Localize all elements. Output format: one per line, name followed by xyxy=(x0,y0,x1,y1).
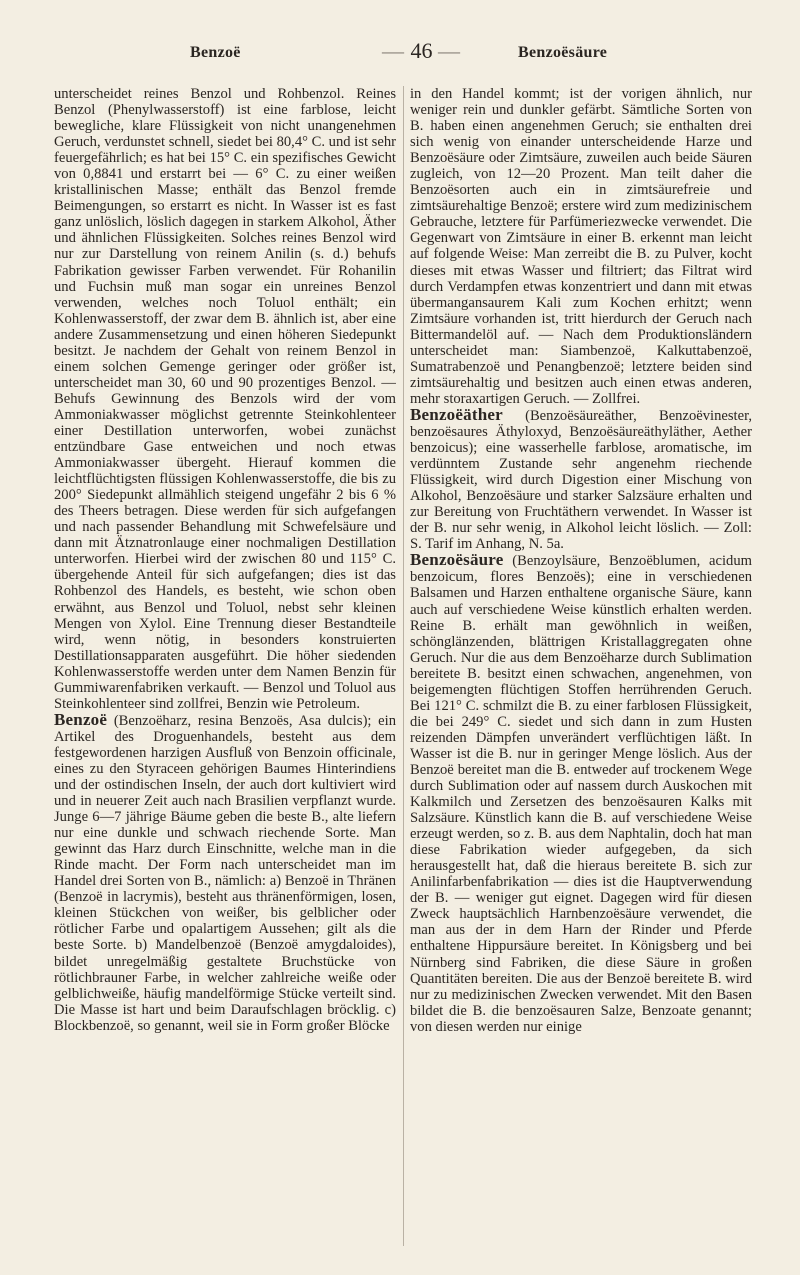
running-head-right: Benzoësäure xyxy=(518,44,608,61)
header-dash-right: — xyxy=(438,38,461,63)
page-header xyxy=(50,38,760,68)
running-head-left: Benzoë xyxy=(190,44,241,61)
entry-benzoeaether xyxy=(410,404,752,553)
paragraph-benzol-continued xyxy=(54,86,396,712)
entry-headword: Benzoë xyxy=(54,709,108,729)
entry-benzoesaeure xyxy=(410,552,752,1034)
page-number-group xyxy=(382,38,461,64)
entry-headword: Benzoëäther xyxy=(410,404,503,424)
entry-headword: Benzoësäure xyxy=(410,550,504,570)
entry-text: (Benzoylsäure, Benzoëblumen, acidum benzoicum, flores Benzoës); eine in verschiedenen Balsamen und Harzen enthaltene organische Säure, kann auch auf verschiedene Weise künstlich erhalten werden. Reine B. erhält man gewöhnlich in weißen, schönglänzenden, blättrigen Kristallaggregaten ohne Geruch. Nur die aus dem Benzoëharze durch Sublimation bereitete B. besitzt einen schwachen, angenehmen, von beigemengten flüchtigen Stoffen herrührenden Geruch. Bei 121° C. schmilzt die B. zu einer farblosen Flüssigkeit, die bei 249° C. siedet und sich dann in zum Husten reizenden Dämpfen unverändert verflüchtigen läßt. In Wasser ist die B. nur in geringer Menge löslich. Aus der Benzoë bereitet man die B. entweder auf trockenem Wege durch Sublimation oder auf nassem durch Auskochen mit Kalkmilch und Zersetzen des benzoësauren Kalks mit Salzsäure. Künstlich kann die B. auf verschiedene Weise erzeugt werden, so z. B. aus dem Naphtalin, doch hat man diese Fabrikation wieder aufgegeben, da sich herausgestellt hat, daß die hieraus bereitete B. sich zur Anilinfarbenfabrikation — dies ist die Hauptverwendung der B. — weniger gut eignet. Dagegen wird für diesen Zweck hauptsächlich Harnbenzoësäure verwendet, die man aus der in dem Harn der Rinder und Pferde enthaltene Hippursäure bereitet. In Königsberg und bei Nürnberg sind Fabriken, die diese Säure in großen Quantitäten bereiten. Die aus der Benzoë bereitete B. wird nur zu medizinischen Zwecken verwendet. Mit den Basen bildet die B. die benzoësauren Salze, Benzoate genannt; von diesen werden nur einige xyxy=(410,553,752,1035)
header-dash-left: — xyxy=(382,38,405,63)
right-column xyxy=(410,86,752,1251)
left-column xyxy=(54,86,396,1251)
entry-benzoe xyxy=(54,709,396,1034)
page-number: 46 xyxy=(410,38,433,63)
entry-text: (Benzoësäureäther, Benzoëvinester, benzoësaures Äthyloxyd, Benzoësäureäthyläther, Aether benzoicus); eine wasserhelle farblose, aromatische, im verdünntem Zustande sehr angenehm riechende Flüssigkeit, wird durch Digestion einer Mischung von Alkohol, Benzoësäure und starker Salzsäure erhalten und zur Bereitung von Fruchtäthern verwendet. In Wasser ist der B. nur sehr wenig, in Alkohol leicht löslich. — Zoll: S. Tarif im Anhang, N. 5a. xyxy=(410,407,752,553)
paragraph-benzoe-continued xyxy=(410,86,752,407)
paragraph-text: unterscheidet reines Benzol und Rohbenzol. Reines Benzol (Phenylwasserstoff) ist eine farblose, leicht bewegliche, klare Flüssigkeit von nicht unangenehmen Geruch, verdunstet schnell, siedet bei 80,4° C. und ist sehr feuergefährlich; es hat bei 15° C. ein spezifisches Gewicht von 0,8841 und erstarrt bei — 6° C. zu einer weißen kristallinischen Masse; enthält das Benzol fremde Beimengungen, so erstarrt es nicht. In Wasser ist es fast ganz unlöslich, löslich dagegen in starkem Alkohol, Äther und ähnlichen Flüssigkeiten. Solches reines Benzol wird nur zur Darstellung von reinem Anilin (s. d.) behufs Fabrikation gewisser Farben verwendet. Für Rohanilin und Fuchsin muß man sogar ein unreines Benzol verwenden, welches noch Toluol enthält; ein Kohlenwasserstoff, der zwar dem B. ähnlich ist, aber eine andere Zusammensetzung und einen höheren Siedepunkt besitzt. Je nachdem der Gehalt von reinem Benzol in einem solchen Gemenge geringer oder größer ist, unterscheidet man 30, 60 und 90 prozentiges Benzol. — Behufs Gewinnung des Benzols wird der vom Ammoniakwasser möglichst getrennte Steinkohlenteer einer Destillation unterworfen, wobei zunächst entzündbare Gase entweichen und noch etwas Ammoniakwasser übergeht. Hierauf kommen die leichtflüchtigsten flüssigen Kohlenwasserstoffe, die bis zu 200° Siedepunkt allmählich steigend ungefähr 2 bis 6 % des Theers betragen. Diese werden für sich aufgefangen und nach passender Behandlung mit Schwefelsäure und dann mit Ätznatronlauge einer nochmaligen Destillation unterworfen. Hierbei wird der zwischen 80 und 115° C. übergehende Anteil für sich aufgefangen; dies ist das Rohbenzol des Handels, es besteht, wie schon oben erwähnt, aus Benzol und Toluol, nebst sehr kleinen Mengen von Xylol. Eine Trennung dieser Bestandteile wird, wenn nötig, in besonders konstruierten Destillationsapparaten ausgeführt. Die höher siedenden Kohlenwasserstoffe werden unter dem Namen Benzin für Gummiwarenfabriken verkauft. — Benzol und Toluol aus Steinkohlenteer sind zollfrei, Benzin wie Petroleum. xyxy=(54,86,396,712)
paragraph-text: in den Handel kommt; ist der vorigen ähnlich, nur weniger rein und dunkler gefärbt. Sämtliche Sorten von B. haben einen angenehmen Geruch; sie enthalten drei sich wenig von einander unterscheidende Harze und Benzoësäure oder Zimtsäure, zuweilen auch beide Säuren zugleich, von 12—20 Prozent. Man teilt daher die Benzoësorten auch ein in zimtsäurefreie und zimtsäurehaltige Benzoë; erstere wird zum medizinischem Gebrauche, letztere für Parfümeriezwecke verwendet. Die Gegenwart von Zimtsäure in einer B. erkennt man leicht auf folgende Weise: Man zerreibt die B. zu Pulver, kocht dieses mit etwas Wasser und filtriert; das Filtrat wird durch Verdampfen etwas konzentriert und dann mit etwas übermangansaurem Kali zum Kochen erhitzt; wenn Zimtsäure vorhanden ist, tritt hierdurch der Geruch nach Bittermandelöl auf. — Nach dem Produktionsländern unterscheidet man: Siambenzoë, Kalkuttabenzoë, Sumatrabenzoë und Penangbenzoë; letztere beiden sind zimtsäurehaltig und besitzen auch einen etwas anderen, mehr storaxartigen Geruch. — Zollfrei. xyxy=(410,86,752,407)
entry-text: (Benzoëharz, resina Benzoës, Asa dulcis); ein Artikel des Droguenhandels, besteht aus dem festgewordenen harzigen Ausfluß von Benzoin officinale, eines zu den Styraceen gehörigen Baumes Hinterindiens und der ostindischen Inseln, der auch dort kultiviert wird und in neuerer Zeit auch nach Brasilien verpflanzt wurde. Junge 6—7 jährige Bäume geben die beste B., alte liefern nur eine dunkle und schwach riechende Sorte. Man gewinnt das Harz durch Einschnitte, welche man in die Rinde macht. Der Form nach unterscheidet man im Handel drei Sorten von B., nämlich: a) Benzoë in Thränen (Benzoë in lacrymis), besteht aus thränenförmigen, losen, kleinen Stückchen von weißer, bis gelblicher oder rötlicher Farbe und opalartigem Aussehen; gilt als die beste Sorte. b) Mandelbenzoë (Benzoë amygdaloides), bildet unregelmäßig gestaltete Bruchstücke von rötlichbrauner Farbe, in welcher zahlreiche weiße oder gelblichweiße, häufig mandelförmige Stücke verteilt sind. Die Masse ist hart und beim Daraufschlagen bröcklig. c) Blockbenzoë, so genannt, weil sie in Form großer Blöcke xyxy=(54,712,396,1034)
column-divider xyxy=(403,86,404,1246)
